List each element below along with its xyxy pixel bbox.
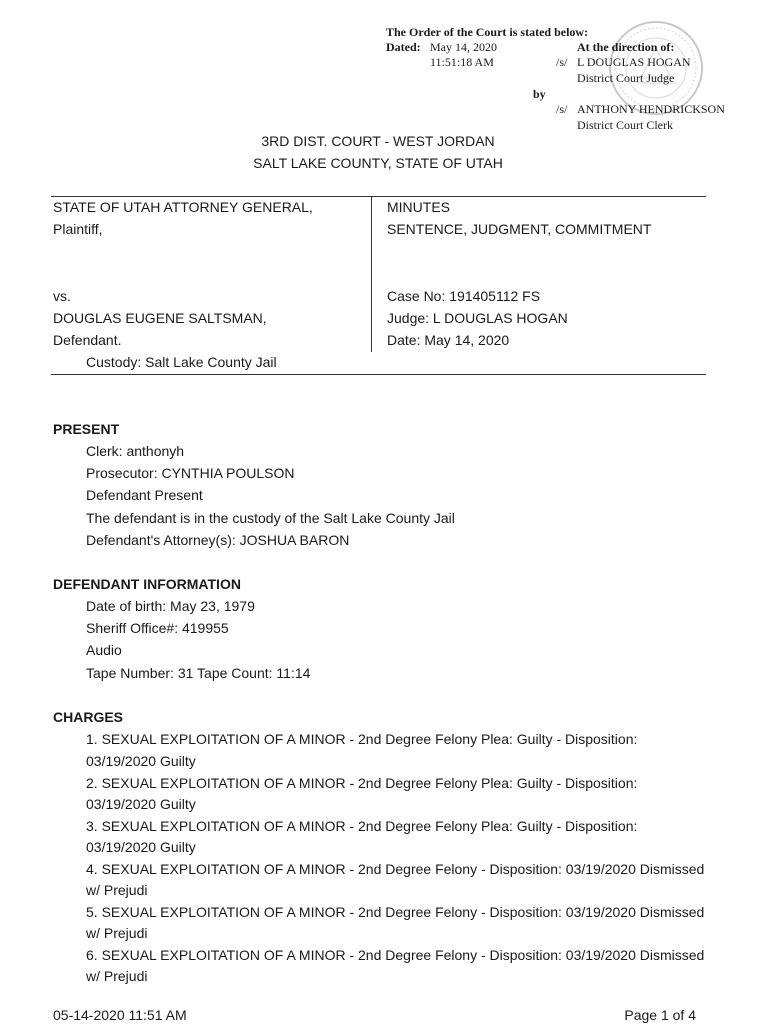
defendant-info-item: Sheriff Office#: 419955 (86, 620, 229, 636)
charge-line: 4. SEXUAL EXPLOITATION OF A MINOR - 2nd Degree Felony - Disposition: 03/19/2020 Dismissed (86, 861, 705, 877)
present-item: Clerk: anthonyh (86, 443, 185, 459)
charge-line-continued: 03/19/2020 Guilty (86, 796, 196, 812)
caption-top-rule (51, 196, 706, 197)
clerk-name: ANTHONY HENDRICKSON (577, 102, 725, 116)
by-label: by (533, 87, 546, 101)
versus-label: vs. (53, 288, 71, 304)
charge-line-continued: w/ Prejudi (86, 882, 148, 898)
charges-heading: CHARGES (53, 709, 124, 725)
court-name: 3RD DIST. COURT - WEST JORDAN (261, 133, 495, 149)
defendant-name: DOUGLAS EUGENE SALTSMAN, (53, 310, 267, 326)
charge-line: 1. SEXUAL EXPLOITATION OF A MINOR - 2nd Degree Felony Plea: Guilty - Disposition: (86, 731, 638, 747)
defendant-info-item: Audio (86, 642, 122, 658)
present-item: The defendant is in the custody of the Salt Lake County Jail (86, 510, 455, 526)
doc-subtype: SENTENCE, JUDGMENT, COMMITMENT (387, 221, 652, 237)
direction-label: At the direction of: (577, 40, 675, 54)
plaintiff-name: STATE OF UTAH ATTORNEY GENERAL, (53, 199, 313, 215)
present-item: Prosecutor: CYNTHIA POULSON (86, 465, 295, 481)
present-item: Defendant's Attorney(s): JOSHUA BARON (86, 532, 350, 548)
doc-type: MINUTES (387, 199, 450, 215)
caption-divider (371, 197, 372, 352)
clerk-title: District Court Clerk (577, 118, 673, 132)
charge-line: 6. SEXUAL EXPLOITATION OF A MINOR - 2nd Degree Felony - Disposition: 03/19/2020 Dismissed (86, 947, 705, 963)
court-jurisdiction: SALT LAKE COUNTY, STATE OF UTAH (253, 155, 503, 171)
present-item: Defendant Present (86, 487, 203, 503)
charge-line-continued: 03/19/2020 Guilty (86, 839, 196, 855)
clerk-signature-mark: /s/ (556, 102, 568, 116)
charge-line: 3. SEXUAL EXPLOITATION OF A MINOR - 2nd Degree Felony Plea: Guilty - Disposition: (86, 818, 638, 834)
page-number: Page 1 of 4 (624, 1007, 696, 1023)
plaintiff-role: Plaintiff, (53, 221, 103, 237)
charge-line: 5. SEXUAL EXPLOITATION OF A MINOR - 2nd Degree Felony - Disposition: 03/19/2020 Dismissed (86, 904, 705, 920)
judge-title: District Court Judge (577, 71, 675, 85)
charge-line: 2. SEXUAL EXPLOITATION OF A MINOR - 2nd Degree Felony Plea: Guilty - Disposition: (86, 775, 638, 791)
judge-name: L DOUGLAS HOGAN (577, 55, 691, 69)
footer-timestamp: 05-14-2020 11:51 AM (53, 1007, 187, 1023)
case-number: Case No: 191405112 FS (387, 288, 541, 304)
defendant-info-item: Date of birth: May 23, 1979 (86, 598, 255, 614)
charge-line-continued: w/ Prejudi (86, 925, 148, 941)
charge-line-continued: 03/19/2020 Guilty (86, 753, 196, 769)
dated-date: May 14, 2020 (430, 40, 497, 54)
defendant-role: Defendant. (53, 332, 122, 348)
case-date: Date: May 14, 2020 (387, 332, 510, 348)
charge-line-continued: w/ Prejudi (86, 968, 148, 984)
dated-time: 11:51:18 AM (430, 55, 494, 69)
defendant-info-heading: DEFENDANT INFORMATION (53, 576, 241, 592)
dated-label: Dated: (386, 40, 421, 54)
caption-bottom-rule (51, 374, 706, 375)
defendant-info-item: Tape Number: 31 Tape Count: 11:14 (86, 665, 311, 681)
present-heading: PRESENT (53, 421, 120, 437)
custody-info: Custody: Salt Lake County Jail (86, 354, 277, 370)
judge-signature-mark: /s/ (556, 55, 568, 69)
case-judge: Judge: L DOUGLAS HOGAN (387, 310, 568, 326)
order-title: The Order of the Court is stated below: (386, 25, 589, 39)
